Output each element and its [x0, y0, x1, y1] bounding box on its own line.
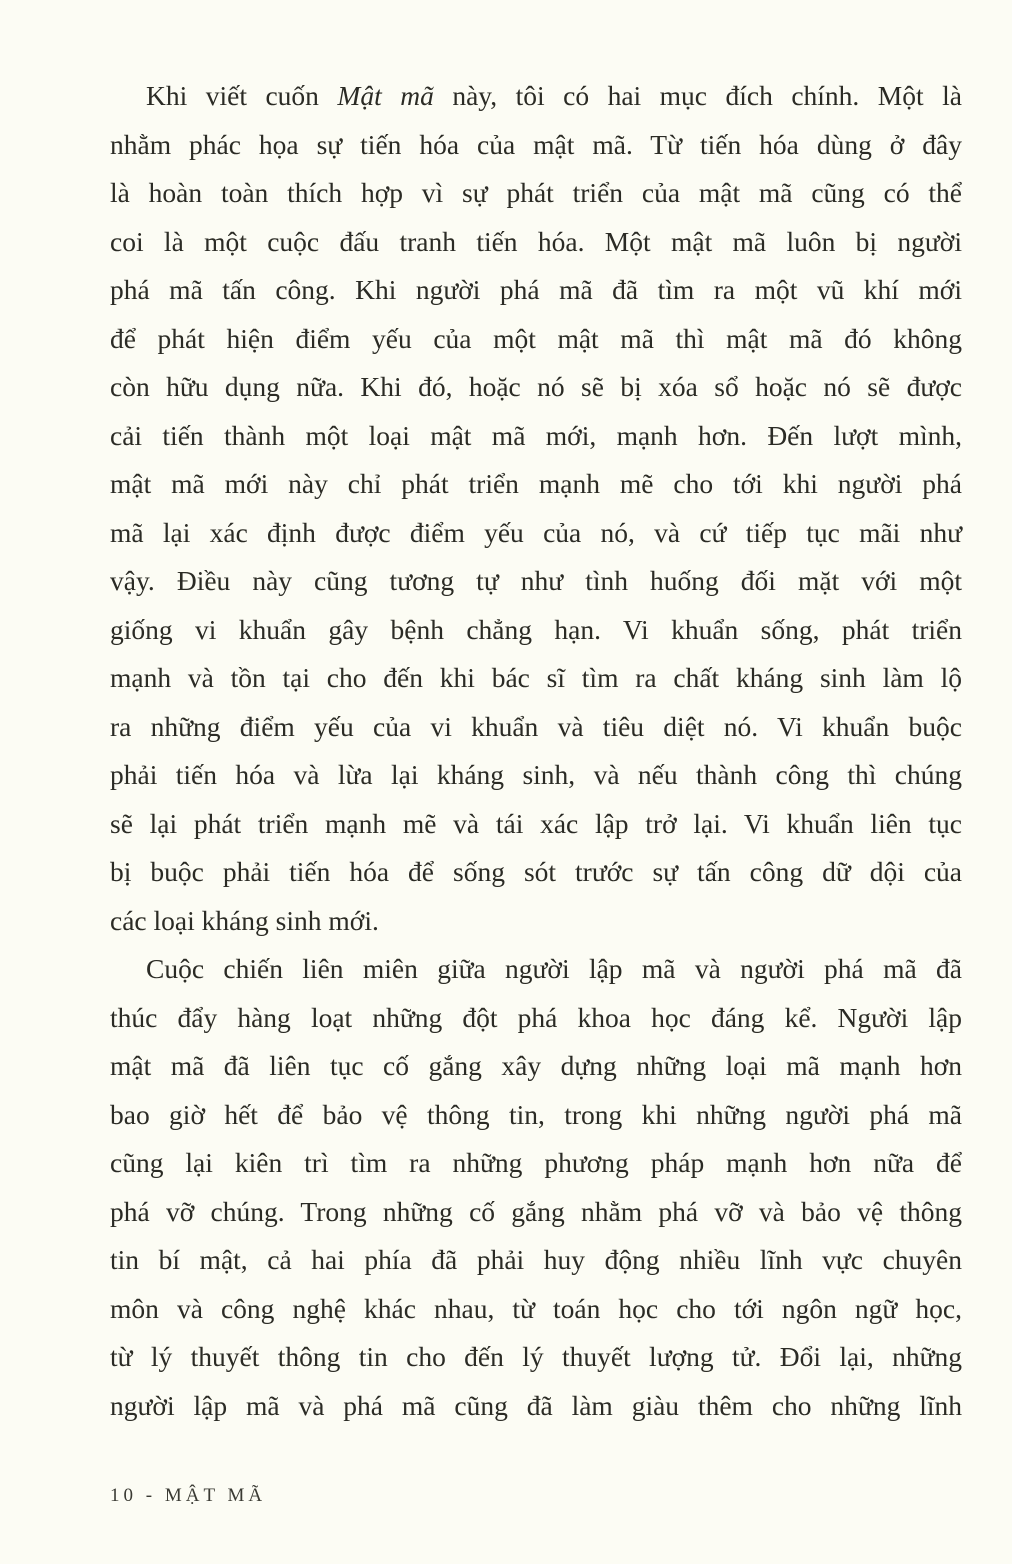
text-line: giống vi khuẩn gây bệnh chẳng hạn. Vi khuẩn sống, phát triển — [110, 613, 962, 645]
text-line: để phát hiện điểm yếu của một mật mã thì mật mã đó không — [110, 322, 962, 354]
text-line: phá vỡ chúng. Trong những cố gắng nhằm phá vỡ và bảo vệ thông — [110, 1195, 962, 1227]
text-line — [110, 72, 962, 121]
text-line: nhằm phác họa sự tiến hóa của mật mã. Từ tiến hóa dùng ở đây — [110, 128, 962, 160]
paragraph-2 — [110, 945, 962, 1430]
body-text — [110, 72, 962, 1430]
text-line: người lập mã và phá mã cũng đã làm giàu thêm cho những lĩnh — [110, 1389, 962, 1421]
text-line: ra những điểm yếu của vi khuẩn và tiêu diệt nó. Vi khuẩn buộc — [110, 710, 962, 742]
text-line: mạnh và tồn tại cho đến khi bác sĩ tìm ra chất kháng sinh làm lộ — [110, 662, 962, 693]
text-line: phải tiến hóa và lừa lại kháng sinh, và nếu thành công thì chúng — [110, 759, 962, 790]
text-segment: Khi viết cuốn — [146, 80, 338, 111]
text-line: từ lý thuyết thông tin cho đến lý thuyết lượng tử. Đổi lại, những — [110, 1341, 962, 1372]
text-line: môn và công nghệ khác nhau, từ toán học cho tới ngôn ngữ học, — [110, 1292, 962, 1324]
text-line: sẽ lại phát triển mạnh mẽ và tái xác lập trở lại. Vi khuẩn liên tục — [110, 807, 962, 839]
text-line: cũng lại kiên trì tìm ra những phương pháp mạnh hơn nữa để — [110, 1147, 962, 1178]
text-line: phá mã tấn công. Khi người phá mã đã tìm ra một vũ khí mới — [110, 274, 962, 305]
text-line: mã lại xác định được điểm yếu của nó, và cứ tiếp tục mãi như — [110, 516, 962, 548]
text-line: thúc đẩy hàng loạt những đột phá khoa học đáng kể. Người lập — [110, 1001, 962, 1033]
text-line: bao giờ hết để bảo vệ thông tin, trong khi những người phá mã — [110, 1098, 962, 1130]
text-line: vậy. Điều này cũng tương tự như tình huống đối mặt với một — [110, 565, 962, 596]
text-segment: này, tôi có hai mục đích chính. Một là — [433, 80, 962, 111]
text-line: mật mã mới này chỉ phát triển mạnh mẽ cho tới khi người phá — [110, 468, 962, 499]
text-line: các loại kháng sinh mới. — [110, 904, 379, 936]
paragraph-1 — [110, 72, 962, 945]
text-line: còn hữu dụng nữa. Khi đó, hoặc nó sẽ bị xóa sổ hoặc nó sẽ được — [110, 371, 962, 402]
book-title-italic: Mật mã — [337, 80, 434, 111]
text-line: Cuộc chiến liên miên giữa người lập mã và người phá mã đã — [146, 953, 962, 984]
text-line: tin bí mật, cả hai phía đã phải huy động nhiều lĩnh vực chuyên — [110, 1244, 962, 1275]
text-line: coi là một cuộc đấu tranh tiến hóa. Một mật mã luôn bị người — [110, 225, 962, 257]
text-line: là hoàn toàn thích hợp vì sự phát triển của mật mã cũng có thể — [110, 177, 962, 208]
text-line: bị buộc phải tiến hóa để sống sót trước sự tấn công dữ dội của — [110, 856, 962, 887]
text-line: mật mã đã liên tục cố gắng xây dựng những loại mã mạnh hơn — [110, 1050, 962, 1081]
page-footer: 10 - MẬT MÃ — [110, 1485, 267, 1506]
text-line: cải tiến thành một loại mật mã mới, mạnh hơn. Đến lượt mình, — [110, 419, 962, 451]
